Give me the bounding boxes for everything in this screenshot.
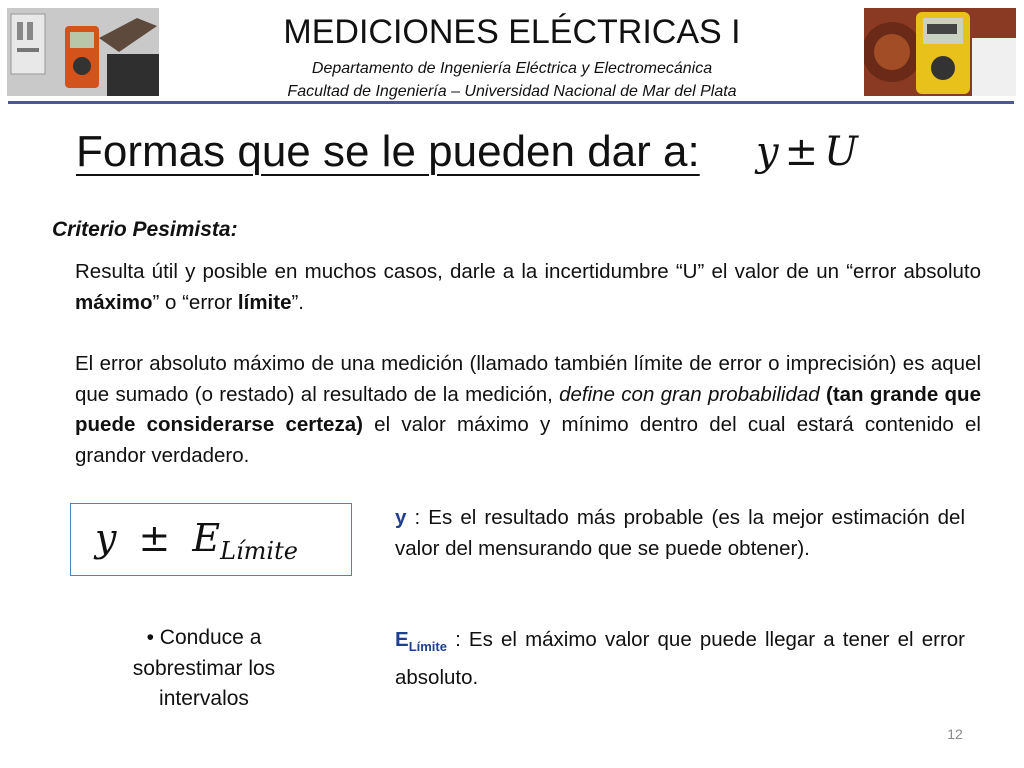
multimeter-photo-left [7,8,159,96]
paragraph1-text-2: ” o “error [152,290,238,314]
paragraph2-text-1: El error absoluto máximo de una medición (llamado también límite de error o imprecisión) es aquel que sumado (o restado) al resultado de la medición, [75,352,981,406]
paragraph1-text-3: ”. [291,290,304,314]
definition-e-symbol [395,628,447,654]
plus-minus-sign: ± [784,129,819,175]
definition-e-text: : Es el máximo valor que puede llegar a tener el error absoluto. [395,628,965,689]
section-heading: Criterio Pesimista: [52,218,238,241]
title-formula [756,124,858,180]
paragraph-pessimistic-criterion [75,257,981,318]
formula-limit-subscript: Límite [220,537,298,565]
paragraph2-bold: (tan grande que puede considerarse certeza) [75,382,981,437]
formula-box [70,503,352,576]
limit-formula [95,510,298,579]
definition-e-subscript: Límite [408,639,447,654]
paragraph1-text-1: Resulta útil y posible en muchos casos, darle a la incertidumbre “U” el valor de un “error absoluto [75,260,981,283]
formula-var: y [95,516,117,560]
paragraph-max-absolute-error [75,349,981,471]
department-subtitle: Departamento de Ingeniería Eléctrica y Electromecánica [311,60,713,77]
formula-plus-minus: ± [138,516,171,560]
definition-e-letter: E [395,628,409,651]
paragraph2-text-3: el valor máximo y mínimo dentro del cual estará contenido el grandor verdadero. [75,413,981,467]
definition-e-limite [395,625,965,693]
paragraph1-bold-maximo: máximo [75,290,153,314]
multimeter-photo-right [864,8,1016,96]
title-formula-var: y [756,129,779,175]
title-formula-uncertainty: U [824,129,858,175]
paragraph2-italic: define con gran probabilidad [559,382,820,406]
faculty-subtitle: Facultad de Ingeniería – Universidad Nacional de Mar del Plata [287,83,737,100]
definition-y-text: : Es el resultado más probable (es la mejor estimación del valor del mensurando que se puede obtener). [395,506,965,560]
header-divider [8,101,1014,104]
definition-y-symbol: y [395,506,407,529]
formula-limit-symbol: E [192,516,221,560]
bullet-note: • Conduce a sobrestimar los intervalos [132,626,276,711]
paragraph1-bold-limite: límite [237,290,292,314]
slide-title: Formas que se le pueden dar a: [76,127,700,176]
definition-y [395,503,965,564]
page-number: 12 [947,726,963,742]
course-title: MEDICIONES ELÉCTRICAS I [283,13,741,51]
